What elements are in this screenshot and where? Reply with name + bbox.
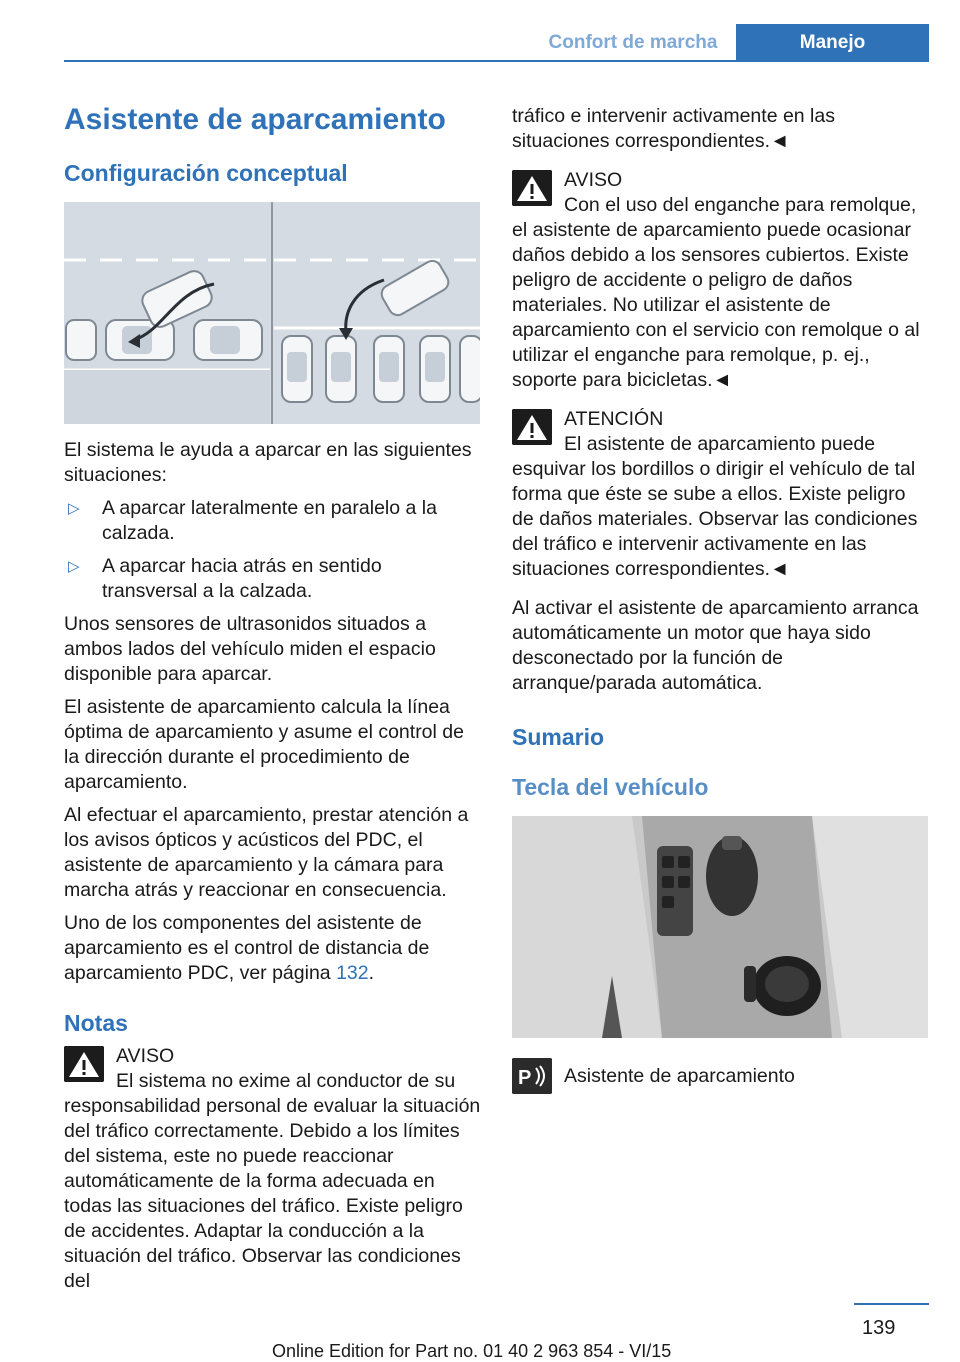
warning-body <box>64 1069 482 1294</box>
warning-head: AVISO <box>116 1045 175 1067</box>
console-photo <box>512 816 928 1038</box>
warning-triangle-icon <box>64 1046 104 1082</box>
warning-block <box>64 1044 482 1294</box>
warning-body-text: Con el uso del enganche para remolque, el asistente de aparcamiento puede ocasionar daños debido a los sensores cubiertos. Existe peligro de accidente o peligro de daños materiales. No utilizar el asistente de aparcamiento con el servicio con remolque o al utilizar el enganche para remolque, p. ej., soporte para bicicletas.◄ <box>512 194 920 391</box>
warning-head: AVISO <box>564 169 623 191</box>
warning-body-text: El sistema no exime al conductor de su responsabilidad personal de evaluar la situación del tráfico correctamente. Debido a los límites del sistema, este no puede reaccionar automáticamente de la forma adecuada en todas las situaciones del tráfico. Existe peligro de accidentes. Adaptar la conducción a la situación del tráfico. Observar las condiciones del <box>64 1070 481 1292</box>
footer-edition: Online Edition for Part no. 01 40 2 963 854 - VI/15 <box>272 1341 672 1361</box>
bullet-triangle-icon: ▷ <box>68 558 80 575</box>
console-photo-illustration <box>512 816 928 1038</box>
parking-diagram-illustration <box>64 202 480 424</box>
parking-diagram <box>64 202 480 424</box>
bullet-item <box>64 496 482 546</box>
paragraph-pdc-end: . <box>368 962 375 984</box>
warning-body-text: El asistente de aparcamiento puede esquivar los bordillos o dirigir el vehículo de tal forma que éste se sube a ellos. Existe peligro de daños materiales. Observar las condiciones del tráfico e intervenir activamente en las situaciones correspondientes.◄ <box>512 433 918 580</box>
paragraph-pdc <box>64 911 482 986</box>
warning-block <box>512 407 930 582</box>
button-legend <box>512 1056 930 1089</box>
warning-body <box>512 432 930 582</box>
paragraph-pdc-text: Uno de los componentes del asistente de aparcamiento es el control de distancia de aparcamiento PDC, ver página <box>64 912 430 984</box>
paragraph-engine: Al activar el asistente de aparcamiento arranca automáticamente un motor que haya sido desconectado por la función de arranque/parada automática. <box>512 597 919 694</box>
warning-triangle-icon <box>512 409 552 445</box>
warning-body <box>512 193 930 393</box>
page-title: Asistente de aparcamiento <box>64 103 446 136</box>
bullet-triangle-icon: ▷ <box>68 500 80 517</box>
header-tab-section: Confort de marcha <box>548 32 718 53</box>
page-link[interactable]: 132 <box>336 962 369 984</box>
warning-block <box>512 168 930 393</box>
paragraph-attention: Al efectuar el aparcamiento, prestar atención a los avisos ópticos y acústicos del PDC, el asistente de aparcamiento y la cámara para marcha atrás y reaccionar en consecuencia. <box>64 804 469 901</box>
page-number: 139 <box>862 1317 896 1339</box>
paragraph-line: El asistente de aparcamiento calcula la línea óptima de aparcamiento y asume el control de la dirección durante el procedimiento de aparcamiento. <box>64 696 464 793</box>
section-heading-summary: Sumario <box>512 724 605 750</box>
section-heading-notes: Notas <box>64 1010 128 1036</box>
paragraph-continued: tráfico e intervenir activamente en las situaciones correspondientes.◄ <box>512 105 835 152</box>
left-column <box>64 100 482 1294</box>
paragraph-sensors: Unos sensores de ultrasonidos situados a ambos lados del vehículo miden el espacio disponible para aparcar. <box>64 613 436 685</box>
header-tab-chapter: Manejo <box>736 24 929 62</box>
bullet-item <box>64 554 482 604</box>
section-heading-button: Tecla del vehículo <box>512 774 709 800</box>
parking-assistant-button-icon <box>512 1058 552 1094</box>
footer-rule <box>854 1303 929 1305</box>
svg-text:P: P <box>518 1067 532 1089</box>
section-heading-concept: Configuración conceptual <box>64 160 348 186</box>
right-column <box>512 104 930 1089</box>
header-rule <box>64 60 929 62</box>
warning-head: ATENCIÓN <box>564 408 664 430</box>
bullet-text: A aparcar hacia atrás en sentido transversal a la calzada. <box>102 555 382 602</box>
bullet-text: A aparcar lateralmente en paralelo a la calzada. <box>102 497 437 544</box>
warning-triangle-icon <box>512 170 552 206</box>
button-label: Asistente de aparcamiento <box>564 1065 795 1087</box>
intro-text: El sistema le ayuda a aparcar en las siguientes situaciones: <box>64 439 472 486</box>
